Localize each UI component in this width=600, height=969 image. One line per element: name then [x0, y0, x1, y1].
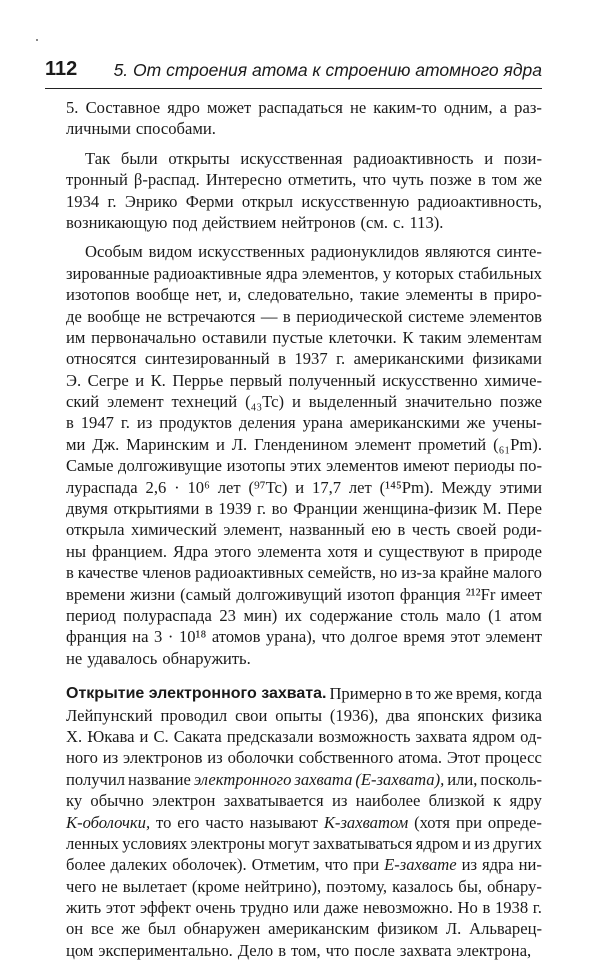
text-line: франция на 3 · 10¹⁸ атомов урана), что долгое время этот элемент	[66, 627, 542, 647]
text-line: относятся синтезированный в 1937 г. американскими физиками	[66, 349, 542, 369]
text-line: личными способами.	[66, 119, 216, 139]
text-line: получил название электронного захвата (E-захвата), или, посколь-	[66, 769, 542, 789]
paragraph	[66, 148, 542, 234]
paragraph	[66, 241, 542, 669]
header-rule	[45, 88, 542, 89]
text-line: времени жизни (самый долгоживущий изотоп франция ²¹²Fr имеет	[66, 584, 542, 604]
text-line: зированные радиоактивные ядра элементов, у которых стабильных	[66, 263, 542, 283]
text-line: им первоначально оставили пустые клеточки. К таким элементам	[66, 327, 542, 347]
text-line: он все же был обнаружен американским физиком Л. Альварец-	[66, 919, 542, 939]
text-line: тронный β-распад. Интересно отметить, что чуть позже в том же	[66, 170, 542, 190]
text-line: K-оболочки, то его часто называют K-захватом (хотя при опреде-	[66, 812, 542, 832]
text-line: Открытие электронного захвата. Примерно в то же время, когда	[66, 684, 542, 704]
text-line: Особым видом искусственных радионуклидов являются синте-	[85, 242, 542, 262]
text-line: ного из электронов из оболочки собственного атома. Этот процесс	[66, 748, 542, 768]
text-line: чего не вылетает (кроме нейтрино), поэтому, казалось бы, обнару-	[66, 876, 542, 896]
text-line: Самые долгоживущие изотопы этих элементов имеют периоды по-	[66, 456, 542, 476]
text-line: в качестве членов радиоактивных семейств, но из-за крайне малого	[66, 563, 542, 583]
text-line: ский элемент технеций (₄₃Tc) и выделенный значительно позже	[66, 392, 542, 412]
text-line: период полураспада 23 мин) их содержание столь мало (1 атом	[66, 605, 542, 625]
text-line: жить этот эффект очень трудно или даже невозможно. Но в 1938 г.	[66, 898, 542, 918]
text-line: более далеких оболочек). Отметим, что при E-захвате из ядра ни-	[66, 855, 542, 875]
body-text	[66, 97, 542, 969]
text-line: открыла химический элемент, названный ею в честь своей роди-	[66, 520, 542, 540]
text-line: не удавалось обнаружить.	[66, 648, 251, 668]
text-line: ку обычно электрон захватывается из наиболее близкой к ядру	[66, 791, 542, 811]
text-line: Так были открыты искусственная радиоактивность и пози-	[85, 148, 542, 168]
text-line: ленных условиях электроны могут захватываться ядром и из других	[66, 833, 542, 853]
text-line: возникающую под действием нейтронов (см. с. 113).	[66, 212, 444, 232]
text-line: изотопов вообще нет, и, следовательно, такие элементы в приро-	[66, 285, 542, 305]
text-line: Х. Юкава и С. Саката предсказали возможность захвата ядром од-	[66, 726, 542, 746]
scan-speck	[36, 39, 38, 41]
paragraph	[66, 683, 542, 961]
running-header	[45, 58, 542, 84]
text-line: двумя открытиями в 1939 г. во Франции женщина-физик М. Пере	[66, 499, 542, 519]
running-title: 5. От строения атома к строению атомного ядра	[113, 60, 542, 80]
text-line: Э. Сегре и К. Перрье первый полученный искусственно химиче-	[66, 370, 542, 390]
paragraph	[66, 97, 542, 140]
text-line: лураспада 2,6 · 10⁶ лет (⁹⁷Tc) и 17,7 лет (¹⁴⁵Pm). Между этими	[66, 477, 542, 497]
text-line: ны францием. Ядра этого элемента хотя и существуют в природе	[66, 541, 542, 561]
page-number: 112	[45, 58, 78, 80]
text-line: цом экспериментально. Дело в том, что после захвата электрона,	[66, 940, 532, 960]
run-in-heading: Открытие электронного захвата.	[66, 685, 327, 703]
text-line: де вообще не встречаются — в периодической системе элементов	[66, 306, 542, 326]
text-line: 5. Составное ядро может распадаться не каким-то одним, а раз-	[66, 98, 542, 117]
text-line: 1934 г. Энрико Ферми открыл искусственную радиоактивность,	[66, 191, 542, 211]
text-line: в 1947 г. из продуктов деления урана американскими же учены-	[66, 413, 542, 433]
text-line: ми Дж. Маринским и Л. Гленденином элемент прометий (₆₁Pm).	[66, 434, 542, 454]
text-line: Лейпунский проводил свои опыты (1936), два японских физика	[66, 705, 542, 725]
